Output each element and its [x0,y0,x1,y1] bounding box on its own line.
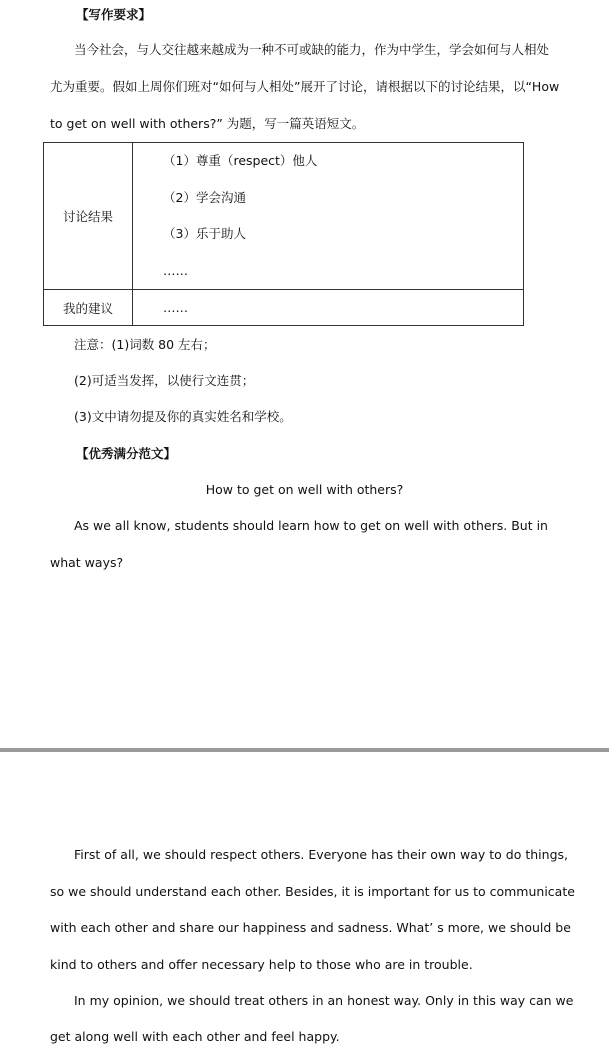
essay-p1-line-1: As we all know, students should learn how to get on well with others. But in [74,518,548,533]
essay-p2-line-2: so we should understand each other. Besides, it is important for us to communicate [50,884,575,899]
note-2: (2)可适当发挥，以使行文连贯； [74,373,255,388]
essay-p3-line-1: In my opinion, we should treat others in an honest way. Only in this way can we [74,993,574,1008]
note-1: 注意：(1)词数 80 左右； [74,337,216,352]
result-item: …… [163,262,188,278]
suggestion-cell [133,290,524,326]
requirements-line-3: to get on well with others?” 为题，写一篇英语短文。 [50,116,365,131]
essay-title: How to get on well with others? [205,482,404,497]
essay-p1-line-2: what ways? [50,555,124,570]
results-cell [133,143,524,290]
result-item: （1）尊重（respect）他人 [163,153,318,168]
requirements-line-1: 当今社会，与人交往越来越成为一种不可或缺的能力，作为中学生，学会如何与人相处 [74,42,550,57]
essay-p2-line-3: with each other and share our happiness and sadness. What’ s more, we should be [50,920,571,935]
essay-p2-line-4: kind to others and offer necessary help to those who are in trouble. [50,957,473,972]
suggestion-value: …… [163,300,188,315]
essay-p2-line-1: First of all, we should respect others. Everyone has their own way to do things, [74,847,568,862]
note-3: (3)文中请勿提及你的真实姓名和学校。 [74,409,292,424]
result-item: （2）学会沟通 [163,189,246,205]
result-item: （3）乐于助人 [163,226,246,241]
requirements-line-2: 尤为重要。假如上周你们班对“如何与人相处”展开了讨论，请根据以下的讨论结果，以“How [50,79,560,94]
essay-p3-line-2: get along well with each other and feel happy. [50,1029,340,1044]
sample-heading: 【优秀满分范文】 [76,446,177,461]
suggestion-label: 我的建议 [44,290,133,326]
requirements-heading: 【写作要求】 [76,7,152,22]
page-2 [0,752,609,1055]
results-row [44,143,524,290]
result-label: 讨论结果 [44,143,133,290]
discussion-table [43,142,524,326]
suggestion-row [44,290,524,326]
